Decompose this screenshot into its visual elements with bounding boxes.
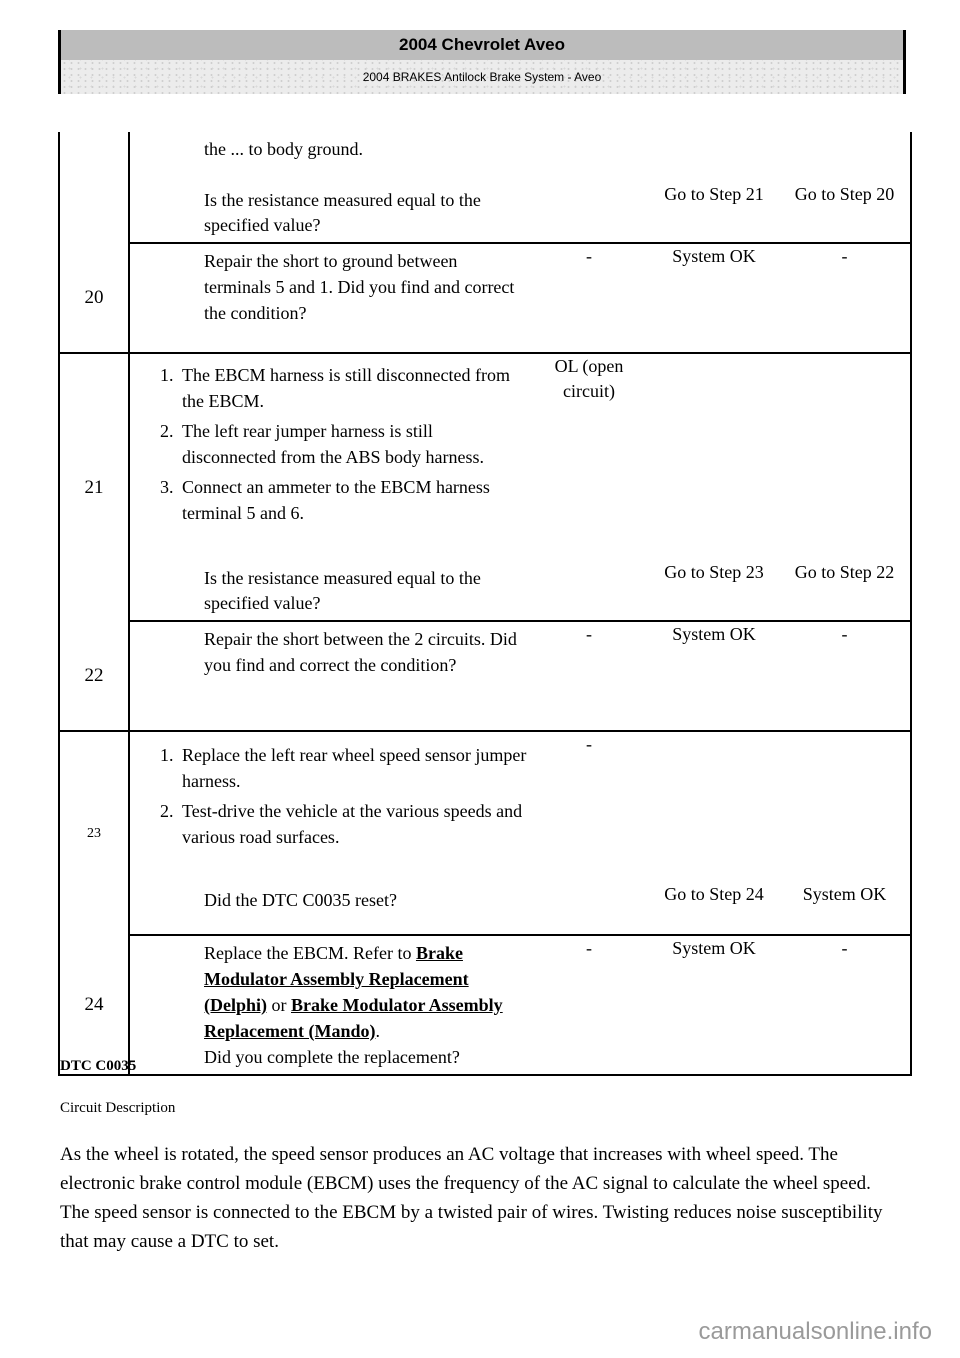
row21-no: Go to Step 22 — [779, 560, 911, 621]
table-row-21-question — [59, 560, 911, 621]
row23-yes: Go to Step 24 — [649, 882, 779, 935]
watermark: carmanualsonline.info — [698, 1318, 932, 1345]
row24-question: Did you complete the replacement? — [204, 1047, 460, 1067]
step-number-21: 21 — [59, 353, 129, 621]
table-row-19-continued — [59, 132, 911, 182]
circuit-description-heading: Circuit Description — [60, 1100, 176, 1116]
row21-value: OL (open circuit) — [554, 356, 624, 401]
row24-text-a: Replace the EBCM. Refer to — [204, 943, 412, 963]
table-row-24 — [59, 935, 911, 1075]
row20-yes: System OK — [649, 243, 779, 353]
circuit-description-paragraph: As the wheel is rotated, the speed sensor produces an AC voltage that increases with wheel speed. The electronic brake control module (EBCM) uses the frequency of the AC signal to calculate the wheel speed. The speed sensor is connected to the EBCM by a twisted pair of wires. Twisting reduces noise susceptibility that may cause a DTC to set. — [60, 1144, 883, 1252]
step-number-23: 23 — [59, 731, 129, 935]
row22-yes: System OK — [649, 621, 779, 731]
diagnostic-table — [58, 132, 912, 1076]
list-item: 1. The EBCM harness is still disconnected from the EBCM. — [178, 362, 529, 414]
page-header — [58, 30, 906, 94]
row22-no: - — [779, 621, 911, 731]
table-row-19-question — [59, 182, 911, 243]
row24-or: or — [271, 995, 287, 1015]
row24-value: - — [529, 935, 649, 1075]
row19-question: Is the resistance measured equal to the specified value? — [204, 190, 481, 235]
mando-replacement-link[interactable]: Brake Modulator Assembly Replacement (Mando) — [204, 995, 503, 1041]
row19-action-tail: the ... to body ground. — [204, 139, 363, 159]
row19-no: Go to Step 20 — [779, 182, 911, 243]
delphi-replacement-link[interactable]: Brake Modulator Assembly Replacement (Delphi) — [204, 943, 469, 1015]
table-row-21 — [59, 353, 911, 560]
dtc-heading: DTC C0035 — [60, 1058, 137, 1074]
header-subtitle: 2004 BRAKES Antilock Brake System - Aveo — [58, 60, 906, 94]
step-number-24: 24 — [59, 935, 129, 1075]
row23-value: - — [586, 734, 592, 754]
list-item: 2. Test-drive the vehicle at the various speeds and various road surfaces. — [178, 798, 529, 850]
row23-question: Did the DTC C0035 reset? — [204, 890, 397, 910]
table-row-20 — [59, 243, 911, 353]
row23-step-list — [130, 742, 529, 850]
row21-question: Is the resistance measured equal to the specified value? — [204, 568, 481, 613]
list-item: 3. Connect an ammeter to the EBCM harness terminal 5 and 6. — [178, 474, 529, 526]
list-item: 1. Replace the left rear wheel speed sensor jumper harness. — [178, 742, 529, 794]
header-title: 2004 Chevrolet Aveo — [58, 30, 906, 60]
row24-no: - — [779, 935, 911, 1075]
row19-yes: Go to Step 21 — [649, 182, 779, 243]
row20-text: Repair the short to ground between terminals 5 and 1. Did you find and correct the condition? — [204, 251, 515, 323]
table-row-22 — [59, 621, 911, 731]
step-cell-19 — [59, 132, 129, 243]
row20-no: - — [779, 243, 911, 353]
table-row-23-question — [59, 882, 911, 935]
row24-text: Replace the EBCM. Refer to Brake Modulator Assembly Replacement (Delphi) or Brake Modulator Assembly Replacement (Mando). Did you complete the replacement? — [204, 943, 503, 1067]
row21-step-list — [130, 362, 529, 526]
list-item: 2. The left rear jumper harness is still disconnected from the ABS body harness. — [178, 418, 529, 470]
step-number-20: 20 — [59, 243, 129, 353]
row23-no: System OK — [779, 882, 911, 935]
table-row-23 — [59, 731, 911, 882]
row22-value: - — [529, 621, 649, 731]
step-number-22: 22 — [59, 621, 129, 731]
row21-yes: Go to Step 23 — [649, 560, 779, 621]
row24-yes: System OK — [649, 935, 779, 1075]
row20-value: - — [529, 243, 649, 353]
row22-text: Repair the short between the 2 circuits. Did you find and correct the condition? — [204, 629, 517, 675]
